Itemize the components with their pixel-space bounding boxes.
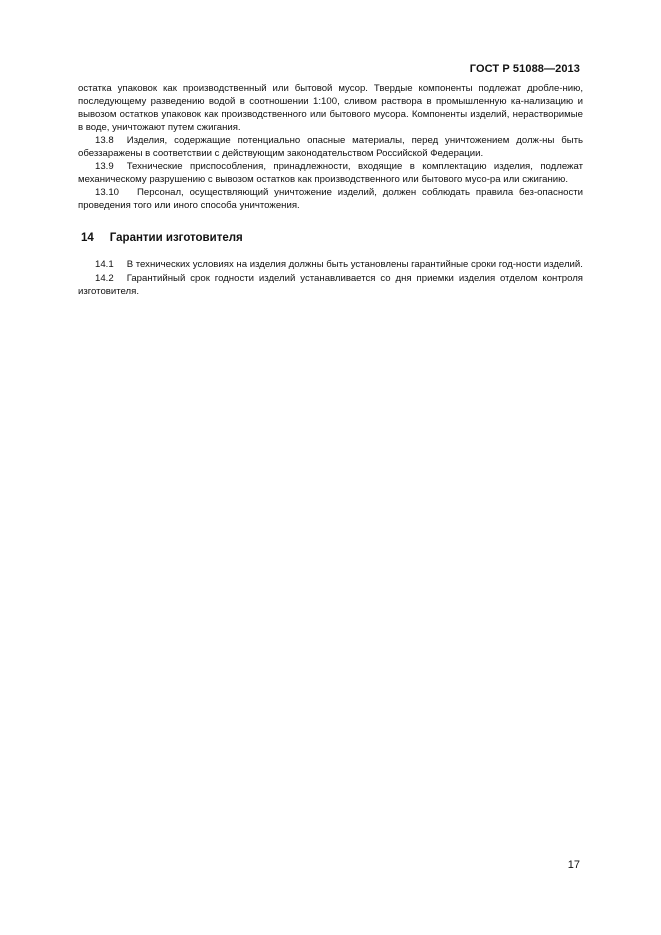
paragraph-text: В технических условиях на изделия должны быть установлены гарантийные сроки год-ности изделий. xyxy=(126,259,583,271)
paragraph-number: 13.10 xyxy=(95,187,120,199)
paragraph-number: 13.9 xyxy=(95,161,114,173)
document-header: ГОСТ Р 51088—2013 xyxy=(469,63,580,75)
paragraph-text: Технические приспособления, принадлежности, входящие в комплектацию изделия, подлежат механическому разрушению с вывозом остатков как производственного или бытового мусо-ра или сжиганию. xyxy=(78,161,583,186)
paragraph-14-2 xyxy=(78,272,583,298)
section-title: Гарантии изготовителя xyxy=(109,232,243,245)
paragraph-number: 13.8 xyxy=(95,135,114,147)
paragraph-continuation: остатка упаковок как производственный или бытовой мусор. Твердые компоненты подлежат дробле-нию, последующему разведению водой в соотношении 1:100, сливом раствора в промышленную ка-нализацию и вывозом остатков упаковок как производственного или бытового мусора. Компоненты изделий, нерастворимые в воде, уничтожают путем сжигания. xyxy=(78,83,583,134)
paragraph-13-9 xyxy=(78,160,583,186)
paragraph-13-8 xyxy=(78,134,583,160)
paragraph-text: Персонал, осуществляющий уничтожение изделий, должен соблюдать правила без-опасности проведения того или иного способа уничтожения. xyxy=(78,187,583,212)
page-number: 17 xyxy=(567,859,580,871)
paragraph-13-10 xyxy=(78,186,583,212)
paragraph-14-1 xyxy=(78,258,583,271)
paragraph-text: Гарантийный срок годности изделий устанавливается со дня приемки изделия отделом контроля изготовителя. xyxy=(78,272,583,297)
section-number: 14 xyxy=(81,232,94,245)
section-heading xyxy=(78,231,583,245)
paragraph-number: 14.1 xyxy=(95,259,114,271)
document-body xyxy=(78,82,583,298)
paragraph-number: 14.2 xyxy=(95,272,114,284)
paragraph-text: Изделия, содержащие потенциально опасные материалы, перед уничтожением долж-ны быть обеззаражены в соответствии с действующим законодательством Российской Федерации. xyxy=(78,135,583,160)
